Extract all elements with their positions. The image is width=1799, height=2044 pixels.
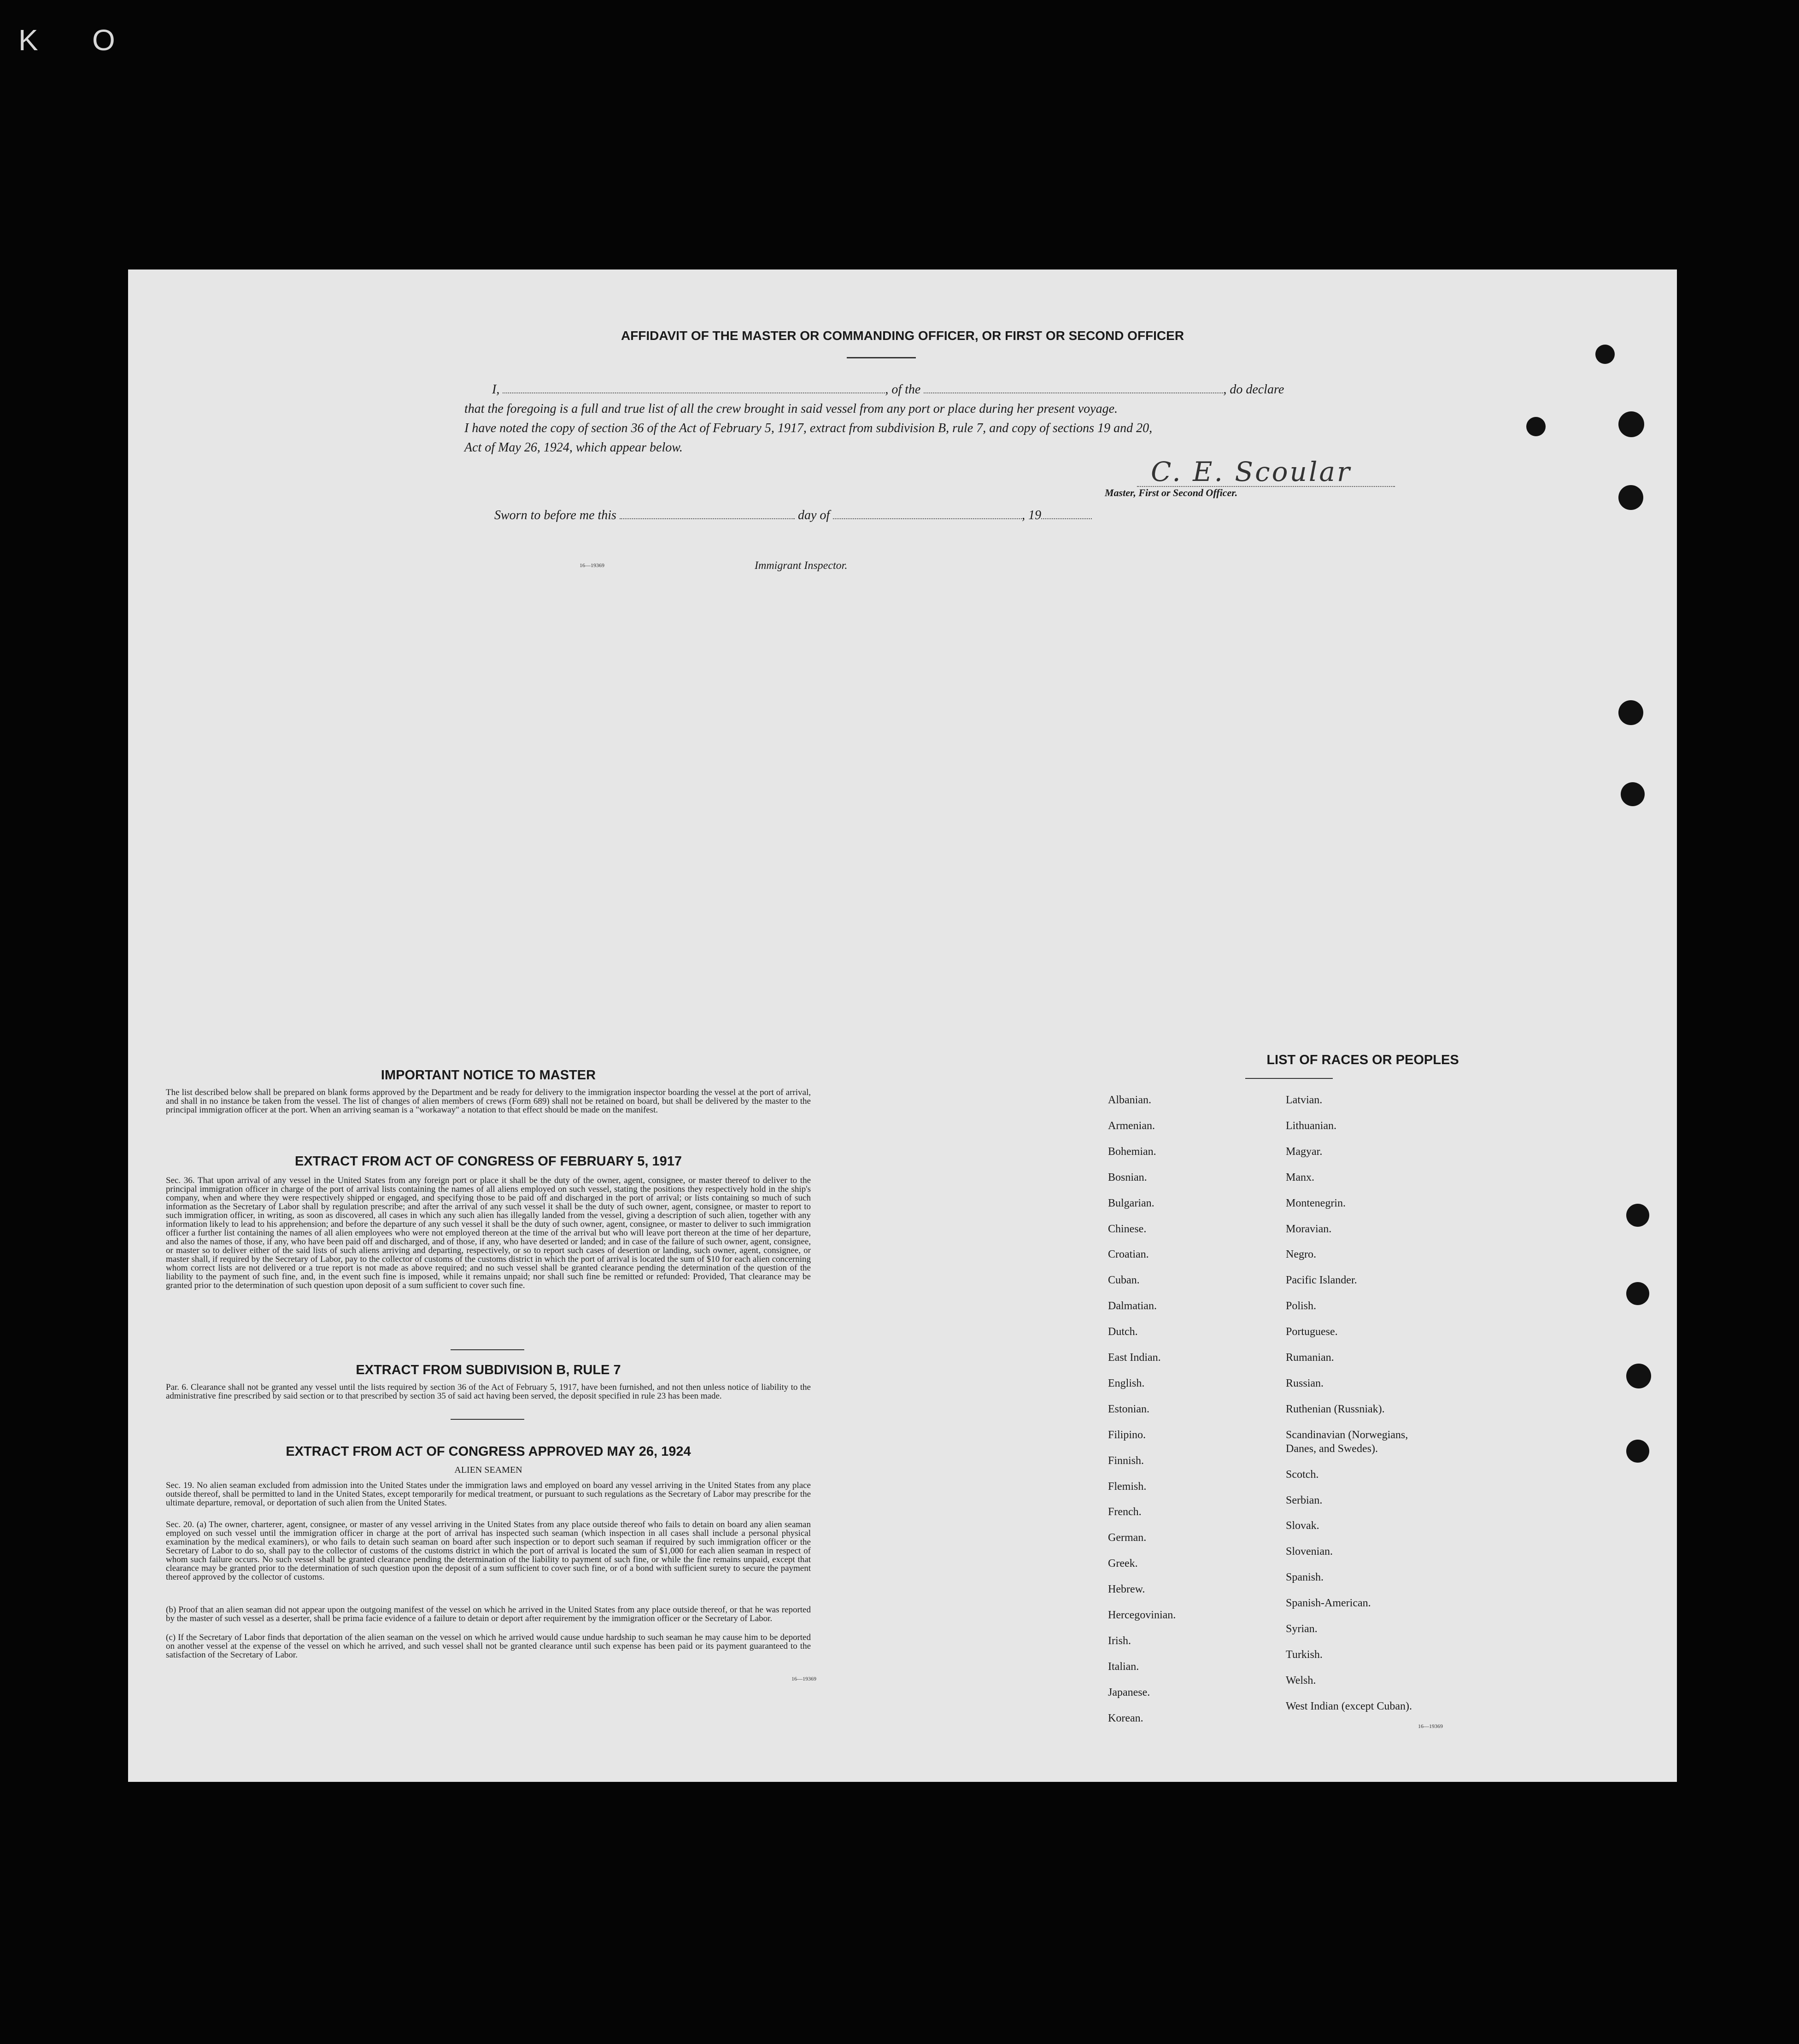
race-item: Welsh.: [1286, 1674, 1316, 1687]
extract-1924-title: EXTRACT FROM ACT OF CONGRESS APPROVED MAY 26, 1924: [286, 1444, 691, 1459]
race-item: Pacific Islander.: [1286, 1274, 1357, 1287]
race-item: East Indian.: [1108, 1352, 1161, 1364]
punch-hole: [1626, 1440, 1649, 1463]
race-item: Latvian.: [1286, 1094, 1323, 1106]
race-item: Finnish.: [1108, 1454, 1144, 1467]
punch-hole: [1618, 485, 1643, 510]
manifest-back-page: [128, 269, 1677, 1782]
race-item: Hebrew.: [1108, 1583, 1145, 1596]
race-item: Dalmatian.: [1108, 1300, 1157, 1312]
race-item: Syrian.: [1286, 1623, 1318, 1635]
race-item: Serbian.: [1286, 1494, 1323, 1506]
race-item: English.: [1108, 1377, 1145, 1389]
sworn-line: Sworn to before me this day of , 19: [494, 508, 1277, 523]
officer-signature: C. E. Scoular: [1151, 456, 1352, 487]
affidavit-line-3: I have noted the copy of section 36 of the Act of February 5, 1917, extract from subdivision B, rule 7, and copy of sections 19 and 20,: [464, 421, 1153, 435]
inspector-caption: Immigrant Inspector.: [755, 560, 848, 572]
race-item: Slovenian.: [1286, 1546, 1333, 1558]
race-item: Japanese.: [1108, 1686, 1150, 1698]
race-item: Bohemian.: [1108, 1145, 1156, 1158]
race-item: Scotch.: [1286, 1468, 1319, 1481]
affidavit-title: AFFIDAVIT OF THE MASTER OR COMMANDING OFFICER, OR FIRST OR SECOND OFFICER: [621, 328, 1184, 343]
races-title: LIST OF RACES OR PEOPLES: [1266, 1053, 1459, 1067]
race-item: Armenian.: [1108, 1119, 1155, 1132]
race-item: Spanish-American.: [1286, 1597, 1371, 1610]
punch-hole: [1626, 1364, 1651, 1388]
race-item: Spanish.: [1286, 1571, 1324, 1584]
race-item: Irish.: [1108, 1634, 1131, 1647]
race-item: Polish.: [1286, 1300, 1317, 1312]
race-item: Italian.: [1108, 1660, 1139, 1673]
race-item: Russian.: [1286, 1377, 1324, 1389]
corner-mark-k: K: [18, 23, 38, 57]
affidavit-line-1: I, , of the , do declare: [492, 382, 1284, 397]
race-item: Rumanian.: [1286, 1352, 1334, 1364]
race-item: Filipino.: [1108, 1429, 1146, 1441]
race-item: Albanian.: [1108, 1094, 1151, 1106]
race-item: Flemish.: [1108, 1480, 1147, 1493]
race-item: Bulgarian.: [1108, 1197, 1154, 1209]
extract-1917-body: Sec. 36. That upon arrival of any vessel in the United States from any foreign port or place it shall be the duty of the owner, agent, consignee, or master thereof to deliver to the principal immigration officer in charge of the port of arrival lists containing the names of all aliens employed on such vessel, stating the positions they respectively hold in the ship's company, when and where they were respectively shipped or engaged, and specifying those to be paid off and discharged in the port of arrival; or lists containing so much of such information as the Secretary of Labor shall by regulation prescribe; and after the arrival of any such vessel it shall be the duty of such owner, agent, consignee, or master to report to such immigration officer, in writing, as soon as discovered, all cases in which any such alien has illegally landed from the vessel, giving a description of such alien, together with any information likely to lead to his apprehension; and before the departure of any such vessel it shall be the duty of such owner, agent, consignee, or master to deliver to such immigration officer a further list containing the names of all alien employees who were not employed thereon at the time of the arrival but who will leave port thereon at the time of her departure, and also the names of those, if any, who have been paid off and discharged, and of those, if any, who have deserted or landed; and in case of the failure of such owner, agent, consignee, or master so to deliver either of the said lists of such aliens arriving and departing, respectively, or so to report such cases of desertion or landing, such owner, agent, consignee, or master shall, if required by the Secretary of Labor, pay to the collector of customs of the customs district in which the port of arrival is located the sum of $10 for each alien concerning whom correct lists are not delivered or a true report is not made as above required; and no such vessel shall be granted clearance pending the determination of the question of the liability to the payment of such fine, and, in the event such fine is imposed, while it remains unpaid; nor shall such fine be remitted or refunded: Provided, That clearance may be granted prior to the determination of such question upon deposit of a sum sufficient to cover such fine.: [166, 1176, 811, 1290]
punch-hole: [1595, 345, 1615, 364]
extract-rule7-title: EXTRACT FROM SUBDIVISION B, RULE 7: [356, 1363, 621, 1377]
race-item: Korean.: [1108, 1712, 1143, 1724]
race-item: Ruthenian (Russniak).: [1286, 1403, 1385, 1415]
race-item: Greek.: [1108, 1558, 1138, 1570]
extract-1924-sec20a: Sec. 20. (a) The owner, charterer, agent, consignee, or master of any vessel arriving in the United States from any place outside thereof who fails to detain on board any alien seaman employed on such vessel until the immigration officer in charge at the port of arrival has inspected such seaman (which inspection in all cases shall include a personal physical examination by the medical examiners), or who fails to detain such seaman on board after such inspection or to deport such seaman if required by such immigration officer or the Secretary of Labor to do so, shall pay to the collector of customs of the customs district in which the port of arrival is located the sum of $1,000 for each alien seaman in respect of whom such failure occurs. No such vessel shall be granted clearance pending the determination of the liability to payment of such fine, or while the fine remains unpaid, except that clearance may be granted prior to the determination of such question upon the deposit of a sum sufficient to cover such fine, or of a bond with sufficient surety to secure the payment thereof approved by the collector of customs.: [166, 1520, 811, 1582]
race-item: Dutch.: [1108, 1326, 1138, 1338]
extract-1924-subtitle: ALIEN SEAMEN: [454, 1465, 522, 1475]
extract-1917-title: EXTRACT FROM ACT OF CONGRESS OF FEBRUARY 5, 1917: [294, 1154, 682, 1169]
affidavit-form-number: 16—19369: [580, 562, 604, 568]
race-item: Estonian.: [1108, 1403, 1149, 1415]
punch-hole: [1626, 1204, 1649, 1227]
punch-hole: [1526, 417, 1546, 436]
corner-mark-o: O: [92, 23, 115, 57]
extract-1924-sec20b: (b) Proof that an alien seaman did not appear upon the outgoing manifest of the vessel on which he arrived in the United States from any place outside thereof, or that he was reported by the master of such vessel as a deserter, shall be prima facie evidence of a failure to detain or deport after requirement by the immigration officer or the Secretary of Labor.: [166, 1605, 811, 1623]
extract-rule7-body: Par. 6. Clearance shall not be granted any vessel until the lists required by section 36 of the Act of February 5, 1917, have been furnished, and not then unless notice of liability to the administrative fine prescribed by said section or to that prescribed by section 35 of said act having been served, the deposit specified in rule 23 has been made.: [166, 1382, 811, 1401]
race-item: Hercegovinian.: [1108, 1609, 1176, 1621]
extract-form-number: 16—19369: [791, 1675, 816, 1682]
affidavit-line-4: Act of May 26, 1924, which appear below.: [464, 440, 683, 455]
race-item: Manx.: [1286, 1171, 1314, 1183]
race-item: West Indian (except Cuban).: [1286, 1700, 1412, 1712]
race-item: German.: [1108, 1532, 1147, 1544]
race-item: Cuban.: [1108, 1274, 1140, 1287]
punch-hole: [1618, 700, 1643, 725]
race-item: Chinese.: [1108, 1223, 1147, 1235]
race-item: Magyar.: [1286, 1145, 1323, 1158]
race-item: Moravian.: [1286, 1223, 1332, 1235]
punch-hole: [1626, 1282, 1649, 1305]
race-item: Montenegrin.: [1286, 1197, 1346, 1209]
punch-hole: [1618, 411, 1644, 437]
race-item: Turkish.: [1286, 1648, 1323, 1661]
race-item: Portuguese.: [1286, 1326, 1338, 1338]
race-item: Lithuanian.: [1286, 1119, 1336, 1132]
race-item: Scandinavian (Norwegians, Danes, and Swedes).: [1286, 1429, 1408, 1455]
race-item: Croatian.: [1108, 1248, 1149, 1261]
race-item: Negro.: [1286, 1248, 1316, 1261]
race-item: Slovak.: [1286, 1520, 1319, 1532]
race-item: French.: [1108, 1506, 1142, 1518]
extract-1924-sec19: Sec. 19. No alien seaman excluded from admission into the United States under the immigration laws and employed on board any vessel arriving in the United States from any place outside thereof, shall be permitted to land in the United States, except temporarily for medical treatment, or pursuant to such regulations as the Secretary of Labor may prescribe for the ultimate departure, removal, or deportation of such alien from the United States.: [166, 1481, 811, 1508]
notice-title: IMPORTANT NOTICE TO MASTER: [381, 1068, 596, 1083]
signature-caption: Master, First or Second Officer.: [1105, 487, 1238, 498]
race-item: Bosnian.: [1108, 1171, 1147, 1183]
notice-body: The list described below shall be prepared on blank forms approved by the Department and be ready for delivery to the immigration inspector boarding the vessel at the port of arrival, and shall in no instance be taken from the vessel. The list of changes of alien members of crews (Form 689) shall not be retained on board, but shall be delivered by the master to the principal immigration officer at the port. When an arriving seaman is a "workaway" a notation to that effect should be made on the manifest.: [166, 1088, 811, 1115]
races-form-number: 16—19369: [1418, 1723, 1443, 1729]
punch-hole: [1621, 782, 1645, 806]
extract-1924-sec20c: (c) If the Secretary of Labor finds that deportation of the alien seaman on the vessel on which he arrived would cause undue hardship to such seaman he may cause him to be deported on another vessel at the expense of the vessel on which he arrived, and such vessel shall not be granted clearance until such expense has been paid or its payment guaranteed to the satisfaction of the Secretary of Labor.: [166, 1633, 811, 1660]
affidavit-line-2: that the foregoing is a full and true list of all the crew brought in said vessel from any port or place during her present voyage.: [464, 402, 1118, 416]
